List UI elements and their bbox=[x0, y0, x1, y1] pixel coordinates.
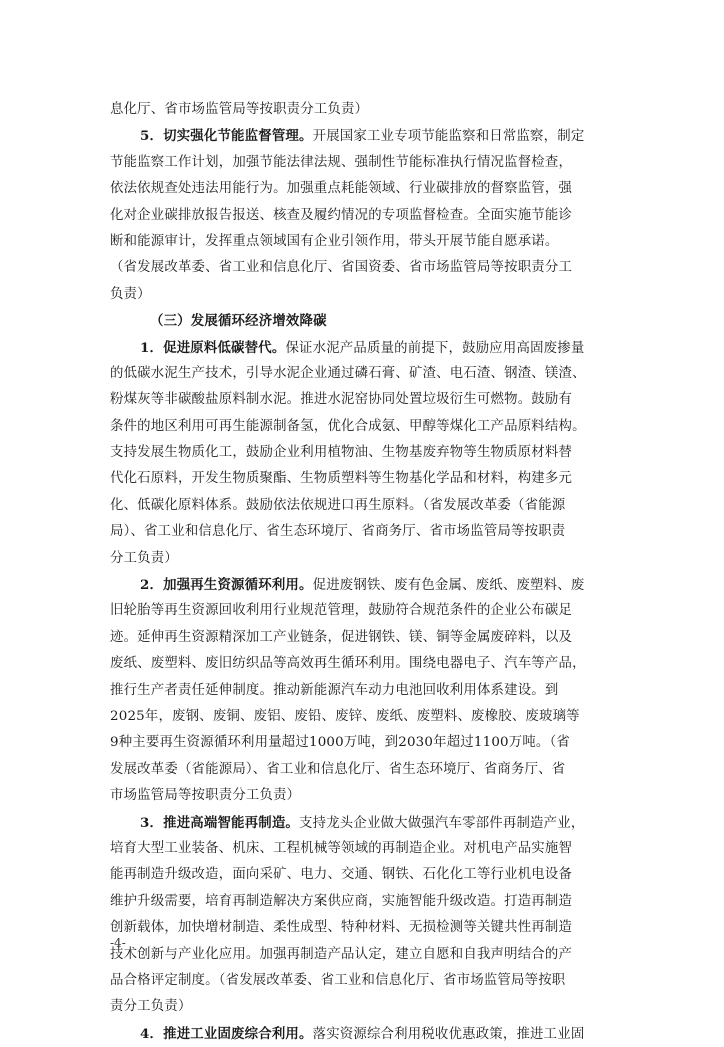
text-line bbox=[110, 757, 618, 783]
text-line bbox=[110, 546, 618, 572]
line-text: 发展改革委（省能源局）、省工业和信息化厅、省生态环境厅、省商务厅、省 bbox=[110, 761, 566, 777]
bold-heading-text: （三）发展循环经济增效降碳 bbox=[150, 313, 327, 330]
line-text: 息化厅、省市场监管局等按职责分工负责） bbox=[110, 102, 369, 117]
line-text: 保证水泥产品质量的前提下，鼓励应用高固废掺量 bbox=[285, 340, 585, 356]
text-line bbox=[110, 915, 618, 941]
line-text: （省发展改革委、省工业和信息化厅、省国资委、省市场监管局等按职责分工 bbox=[110, 260, 573, 276]
text-line bbox=[110, 519, 618, 545]
text-line bbox=[110, 994, 618, 1020]
line-text: 品合格评定制度。（省发展改革委、省工业和信息化厅、省市场监管局等按职 bbox=[110, 972, 566, 988]
section-heading bbox=[110, 308, 618, 334]
line-text: 推行生产者责任延伸制度。推动新能源汽车动力电池回收利用体系建设。到 bbox=[110, 682, 559, 698]
text-line bbox=[110, 862, 618, 888]
line-text: 能再制造升级改造，面向采矿、电力、交通、钢铁、石化化工等行业机电设备 bbox=[110, 867, 573, 883]
text-line bbox=[110, 651, 618, 677]
text-line bbox=[110, 678, 618, 704]
text-line bbox=[110, 255, 618, 281]
text-line bbox=[110, 968, 618, 994]
text-line bbox=[110, 783, 618, 809]
bold-heading-text: 4．推进工业固废综合利用。 bbox=[140, 1025, 313, 1042]
paragraph-start-line bbox=[110, 123, 618, 149]
text-line bbox=[110, 466, 618, 492]
line-text: 9种主要再生资源循环利用量超过1000万吨，到2030年超过1100万吨。（省 bbox=[110, 735, 571, 751]
paragraph-start-line bbox=[110, 335, 618, 361]
text-line bbox=[110, 440, 618, 466]
line-text: 支持龙头企业做大做强汽车零部件再制造产业， bbox=[299, 815, 585, 831]
line-text: 开展国家工业专项节能监察和日常监察，制定 bbox=[312, 129, 585, 145]
line-text: 断和能源审计，发挥重点领域国有企业引领作用，带头开展节能自愿承诺。 bbox=[110, 233, 559, 249]
line-text: 条件的地区利用可再生能源制备氢，优化合成氨、甲醇等煤化工产品原料结构。 bbox=[110, 418, 586, 434]
text-line bbox=[110, 625, 618, 651]
text-line bbox=[110, 598, 618, 624]
paragraph-start-line bbox=[110, 1021, 618, 1047]
text-line bbox=[110, 414, 618, 440]
page-number: -4- bbox=[110, 936, 126, 950]
line-text: 粉煤灰等非碳酸盐原料制水泥。推进水泥窑协同处置垃圾衍生可燃物。鼓励有 bbox=[110, 392, 573, 408]
line-text: 市场监管局等按职责分工负责） bbox=[110, 788, 301, 804]
line-text: 迹。延伸再生资源精深加工产业链条，促进钢铁、镁、铜等金属废碎料，以及 bbox=[110, 629, 573, 645]
paragraph-start-line bbox=[110, 572, 618, 598]
text-line bbox=[110, 889, 618, 915]
line-text: 节能监察工作计划，加强节能法律法规、强制性节能标准执行情况监督检查， bbox=[110, 154, 573, 170]
line-text: 负责） bbox=[110, 286, 151, 302]
bold-heading-text: 2．加强再生资源循环利用。 bbox=[140, 577, 313, 594]
line-text: 依法依规查处违法用能行为。加强重点耗能领域、行业碳排放的督察监管，强 bbox=[110, 181, 573, 197]
line-text: 旧轮胎等再生资源回收利用行业规范管理，鼓励符合规范条件的企业公布碳足 bbox=[110, 603, 573, 619]
text-line bbox=[110, 97, 618, 123]
line-text: 2025年，废钢、废铜、废铝、废铅、废锌、废纸、废塑料、废橡胶、废玻璃等 bbox=[110, 708, 580, 724]
bold-heading-text: 3．推进高端智能再制造。 bbox=[140, 814, 300, 831]
line-text: 代化石原料，开发生物质聚酯、生物质塑料等生物基化学品和材料，构建多元 bbox=[110, 471, 573, 487]
text-line bbox=[110, 361, 618, 387]
text-line bbox=[110, 229, 618, 255]
line-text: 培育大型工业装备、机床、工程机械等领域的再制造企业。对机电产品实施智 bbox=[110, 840, 573, 856]
text-line bbox=[110, 493, 618, 519]
paragraph-start-line bbox=[110, 810, 618, 836]
line-text: 局）、省工业和信息化厅、省生态环境厅、省商务厅、省市场监管局等按职责 bbox=[110, 524, 566, 540]
document-body bbox=[110, 97, 618, 1047]
bold-heading-text: 1．促进原料低碳替代。 bbox=[140, 339, 286, 356]
bold-heading-text: 5．切实强化节能监督管理。 bbox=[140, 128, 313, 145]
line-text: 化、低碳化原料体系。鼓励依法依规进口再生原料。（省发展改革委（省能源 bbox=[110, 497, 566, 513]
line-text: 支持发展生物质化工，鼓励企业利用植物油、生物基废弃物等生物质原材料替 bbox=[110, 445, 573, 461]
text-line bbox=[110, 150, 618, 176]
text-line bbox=[110, 836, 618, 862]
line-text: 落实资源综合利用税收优惠政策，推进工业固 bbox=[312, 1026, 585, 1042]
text-line bbox=[110, 203, 618, 229]
text-line bbox=[110, 942, 618, 968]
text-line bbox=[110, 387, 618, 413]
line-text: 责分工负责） bbox=[110, 999, 192, 1015]
line-text: 维护升级需要，培育再制造解决方案供应商，实施智能升级改造。打造再制造 bbox=[110, 893, 573, 909]
line-text: 分工负责） bbox=[110, 550, 178, 566]
line-text: 化对企业碳排放报告报送、核查及履约情况的专项监督检查。全面实施节能诊 bbox=[110, 207, 573, 223]
line-text: 创新载体，加快增材制造、柔性成型、特种材料、无损检测等关键共性再制造 bbox=[110, 920, 573, 936]
text-line bbox=[110, 282, 618, 308]
text-line bbox=[110, 730, 618, 756]
line-text: 废纸、废塑料、废旧纺织品等高效再生循环利用。围绕电器电子、汽车等产品， bbox=[110, 656, 586, 672]
line-text: 技术创新与产业化应用。加强再制造产品认定，建立自愿和自我声明结合的产 bbox=[110, 946, 573, 962]
line-text: 促进废钢铁、废有色金属、废纸、废塑料、废 bbox=[312, 578, 585, 594]
line-text: 的低碳水泥生产技术，引导水泥企业通过磷石膏、矿渣、电石渣、钢渣、镁渣、 bbox=[110, 365, 586, 381]
text-line bbox=[110, 176, 618, 202]
text-line bbox=[110, 704, 618, 730]
